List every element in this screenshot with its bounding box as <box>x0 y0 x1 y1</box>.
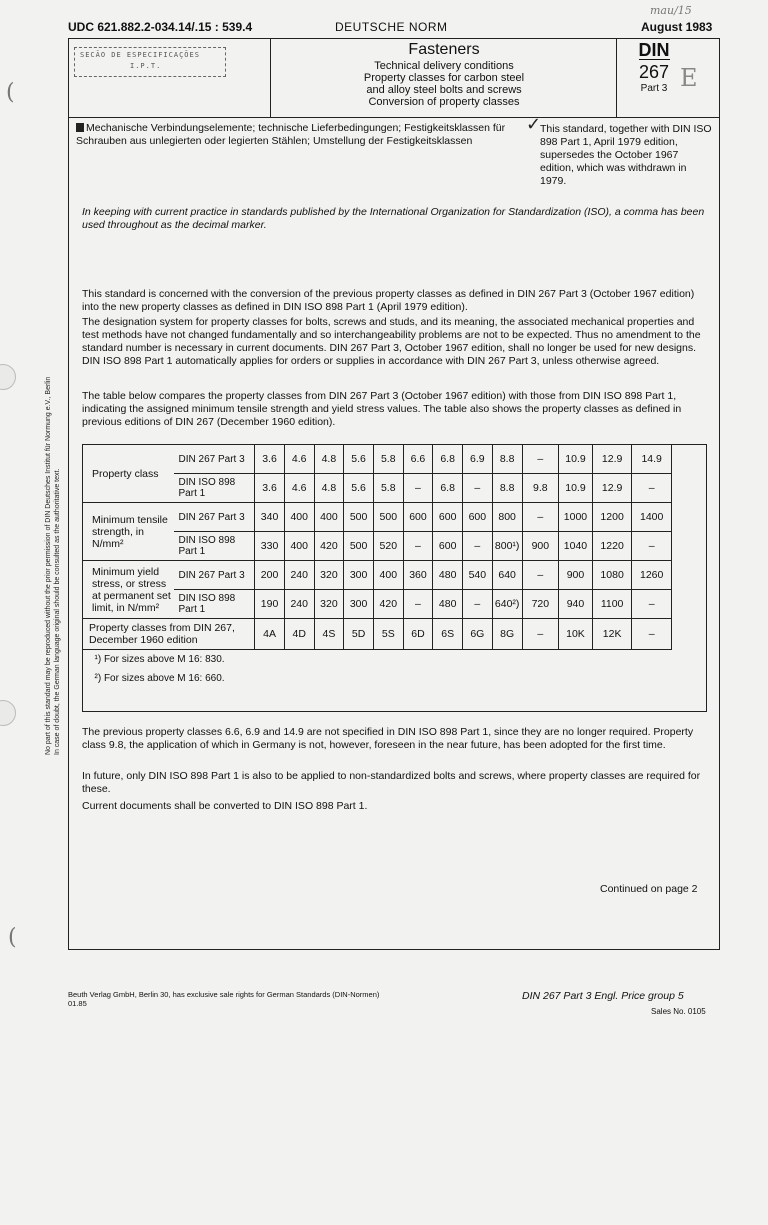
table-cell: 400 <box>284 532 314 561</box>
table-cell: – <box>632 619 672 650</box>
table-cell: 360 <box>403 561 433 590</box>
table-cell: 6D <box>403 619 433 650</box>
table-cell: 5.6 <box>344 445 374 474</box>
table-cell: 330 <box>255 532 285 561</box>
table-cell: – <box>522 503 558 532</box>
table-cell: 640²) <box>492 590 522 619</box>
table-cell: 240 <box>284 590 314 619</box>
table-cell: 6.8 <box>433 445 463 474</box>
table-cell: – <box>463 590 493 619</box>
table-row <box>83 503 707 532</box>
title-block <box>272 41 616 108</box>
table-footnote: ²) For sizes above M 16: 660. <box>94 673 225 684</box>
table-cell: 480 <box>433 561 463 590</box>
table-cell: 500 <box>344 532 374 561</box>
table-cell: 320 <box>314 590 344 619</box>
handwritten-letter: E <box>680 64 698 92</box>
punch-hole <box>0 364 16 390</box>
table-cell: 720 <box>522 590 558 619</box>
din-number: 267 <box>638 62 670 82</box>
table-cell: 400 <box>373 561 403 590</box>
table-cell: 4A <box>255 619 285 650</box>
paragraph: The designation system for property classes for bolts, screws and studs, and its meaning, the associated mechanical properties and test methods have not changed fundamentally and so interchangeability problems are not to be expected. Thus no amendment to the standard number is necessary in current documents. DIN 267 Part 3, October 1967 edition, shall no longer be used for new designs. DIN ISO 898 Part 1 automatically applies for orders or supplies in accordance with DIN 267 Part 3, unless otherwise agreed. <box>82 316 701 367</box>
table-cell: 1040 <box>559 532 593 561</box>
paragraph: In future, only DIN ISO 898 Part 1 is also to be applied to non-standardized bolts and screws, where property classes are required for these. <box>82 770 701 795</box>
table-cell: 4.8 <box>314 445 344 474</box>
table-cell: 12.9 <box>592 445 632 474</box>
continued-note: Continued on page 2 <box>600 883 698 895</box>
table-cell: – <box>403 590 433 619</box>
table-cell: 800¹) <box>492 532 522 561</box>
punch-hole <box>0 700 16 726</box>
row-standard-label: DIN 267 Part 3 <box>174 561 255 590</box>
table-cell: – <box>403 474 433 503</box>
table-cell: 8G <box>492 619 522 650</box>
side-copyright-note <box>44 376 64 1225</box>
din-designation <box>618 41 718 94</box>
table-cell: 600 <box>433 532 463 561</box>
supersede-note: This standard, together with DIN ISO 898 Part 1, April 1979 edition, supersedes the October 1967 edition, which was withdrawn in 1979. <box>540 123 712 187</box>
table-cell: 640 <box>492 561 522 590</box>
table-cell: 400 <box>284 503 314 532</box>
checkmark-icon: ✓ <box>526 114 542 134</box>
table-cell: – <box>463 532 493 561</box>
table-cell: 520 <box>373 532 403 561</box>
table-cell: 600 <box>463 503 493 532</box>
handwritten-note: mau/15 <box>650 4 692 17</box>
table-cell: 10.9 <box>559 445 593 474</box>
paragraph: The table below compares the property classes from DIN 267 Part 3 (October 1967 edition) with those from DIN ISO 898 Part 1, indicating the assigned minimum tensile strength and yield stress values. The table also shows the property classes as defined in previous editions of DIN 267 (December 1960 edition). <box>82 390 682 428</box>
table-cell: 5D <box>344 619 374 650</box>
table-cell: 9.8 <box>522 474 558 503</box>
side-note-line: No part of this standard may be reproduced without the prior permission of DIN Deutsches Institut für Normung e.V., Berlin <box>45 376 52 755</box>
table-cell: 12K <box>592 619 632 650</box>
table-cell: 420 <box>373 590 403 619</box>
din-label: DIN <box>638 40 670 60</box>
table-cell: 940 <box>559 590 593 619</box>
table-cell: 800 <box>492 503 522 532</box>
table-cell: 1200 <box>592 503 632 532</box>
table-cell: 340 <box>255 503 285 532</box>
table-cell: 320 <box>314 561 344 590</box>
table-cell: 540 <box>463 561 493 590</box>
table-cell: 190 <box>255 590 285 619</box>
table-cell: – <box>632 474 672 503</box>
table-cell: 600 <box>433 503 463 532</box>
table-cell: 1000 <box>559 503 593 532</box>
side-note-line: In case of doubt, the German language original should be consulted as the authoritative text. <box>54 468 61 755</box>
table-cell: 6.6 <box>403 445 433 474</box>
table-cell: 8.8 <box>492 474 522 503</box>
margin-curl-mark: ( <box>6 80 15 105</box>
table-cell: 300 <box>344 590 374 619</box>
footer-date-code: 01.85 <box>68 999 87 1008</box>
document-title: Fasteners <box>408 41 480 58</box>
table-row <box>83 532 707 561</box>
udc-number: UDC 621.882.2-034.14/.15 : 539.4 <box>68 20 253 34</box>
table-cell: 4D <box>284 619 314 650</box>
footer-reference: DIN 267 Part 3 Engl. Price group 5 <box>522 990 684 1002</box>
table-footnote-row <box>83 669 707 688</box>
table-cell: 5.8 <box>373 474 403 503</box>
table-cell: 300 <box>344 561 374 590</box>
table-cell: 6.9 <box>463 445 493 474</box>
paragraph: This standard is concerned with the conversion of the previous property classes as defined in DIN 267 Part 3 (October 1967 edition) into the new property classes as defined in DIN ISO 898 Part 1 (April 1979 edition). <box>82 288 695 313</box>
table-cell: 14.9 <box>632 445 672 474</box>
subtitle-line: Conversion of property classes <box>368 96 520 108</box>
table-cell: 5.8 <box>373 445 403 474</box>
table-cell: 1220 <box>592 532 632 561</box>
table-row <box>83 619 707 650</box>
table-cell: 4S <box>314 619 344 650</box>
table-cell: 6S <box>433 619 463 650</box>
table-cell: 900 <box>559 561 593 590</box>
table-cell: 1080 <box>592 561 632 590</box>
table-cell: – <box>463 474 493 503</box>
margin-curl-mark: ( <box>8 925 17 950</box>
subtitle-line: and alloy steel bolts and screws <box>366 84 522 96</box>
row-standard-label: DIN ISO 898 Part 1 <box>174 532 255 561</box>
row-group-label: Minimum yield stress, or stress at permanent set limit, in N/mm² <box>83 561 174 619</box>
row-standard-label: DIN ISO 898 Part 1 <box>174 590 255 619</box>
row-group-label: Minimum tensile strength, in N/mm² <box>83 503 174 561</box>
row-standard-label: DIN 267 Part 3 <box>174 445 255 474</box>
table-cell: 400 <box>314 503 344 532</box>
row-standard-label: DIN ISO 898 Part 1 <box>174 474 255 503</box>
german-title-text: Mechanische Verbindungselemente; technische Lieferbedingungen; Festigkeitsklassen für Schrauben aus unlegierten oder legierten Stählen; Umstellung der Festigkeitsklassen <box>76 122 506 147</box>
table-cell: 500 <box>373 503 403 532</box>
stamp-line: I.P.T. <box>130 62 162 70</box>
table-cell: – <box>632 590 672 619</box>
table-cell: 5S <box>373 619 403 650</box>
table-cell: 1260 <box>632 561 672 590</box>
row-standard-label: DIN 267 Part 3 <box>174 503 255 532</box>
paragraph: Current documents shall be converted to DIN ISO 898 Part 1. <box>82 800 368 812</box>
table-cell: 1400 <box>632 503 672 532</box>
table-cell: – <box>522 619 558 650</box>
table-cell: 3.6 <box>255 474 285 503</box>
table-cell: 4.6 <box>284 445 314 474</box>
table-footnote: ¹) For sizes above M 16: 830. <box>94 654 225 665</box>
library-stamp <box>74 47 226 77</box>
table-footnote-row <box>83 650 707 670</box>
table-cell: – <box>522 445 558 474</box>
table-row <box>83 445 707 474</box>
square-bullet-icon <box>76 123 84 132</box>
table-cell: 900 <box>522 532 558 561</box>
table-cell: 4.8 <box>314 474 344 503</box>
subtitle-line: Property classes for carbon steel <box>363 72 525 84</box>
table-cell: 600 <box>403 503 433 532</box>
table-row <box>83 590 707 619</box>
issue-date: August 1983 <box>641 20 713 34</box>
property-class-table <box>82 444 707 688</box>
table-cell: 4.6 <box>284 474 314 503</box>
german-title <box>76 122 516 148</box>
table-cell: – <box>522 561 558 590</box>
table-cell: – <box>403 532 433 561</box>
table-row <box>83 561 707 590</box>
table-cell: 240 <box>284 561 314 590</box>
row-group-label: Property class <box>83 445 174 503</box>
table-cell: 500 <box>344 503 374 532</box>
paragraph: The previous property classes 6.6, 6.9 and 14.9 are not specified in DIN ISO 898 Part 1, since they are no longer required. Property class 9.8, the application of which in Germany is not, however, foreseen in the near future, has been adopted for the first time. <box>82 726 694 751</box>
table-cell: 10K <box>559 619 593 650</box>
decimal-marker-note: In keeping with current practice in standards published by the International Organization for Standardization (ISO), a comma has been used throughout as the decimal marker. <box>82 206 705 231</box>
subtitle-line: Technical delivery conditions <box>374 60 514 72</box>
table-cell: 12.9 <box>592 474 632 503</box>
table-cell: 480 <box>433 590 463 619</box>
table-cell: 6G <box>463 619 493 650</box>
din-part: Part 3 <box>640 83 668 94</box>
table-cell: 1100 <box>592 590 632 619</box>
table-cell: 3.6 <box>255 445 285 474</box>
footer-rights <box>68 990 379 1008</box>
table-cell: 6.8 <box>433 474 463 503</box>
table-cell: 8.8 <box>492 445 522 474</box>
footer-rights-line: Beuth Verlag GmbH, Berlin 30, has exclusive sale rights for German Standards (DIN-Normen) <box>68 990 380 999</box>
table-cell: 200 <box>255 561 285 590</box>
legacy-class-label: Property classes from DIN 267, December 1960 edition <box>83 619 255 650</box>
table-row <box>83 474 707 503</box>
header-divider <box>270 38 271 118</box>
footer-sales-number: Sales No. 0105 <box>651 1007 706 1016</box>
table-cell: 10.9 <box>559 474 593 503</box>
table-cell: – <box>632 532 672 561</box>
deutsche-norm-label: DEUTSCHE NORM <box>335 20 448 34</box>
stamp-line: SECÃO DE ESPECIFICAÇÕES <box>80 51 200 59</box>
table-cell: 5.6 <box>344 474 374 503</box>
table-cell: 420 <box>314 532 344 561</box>
